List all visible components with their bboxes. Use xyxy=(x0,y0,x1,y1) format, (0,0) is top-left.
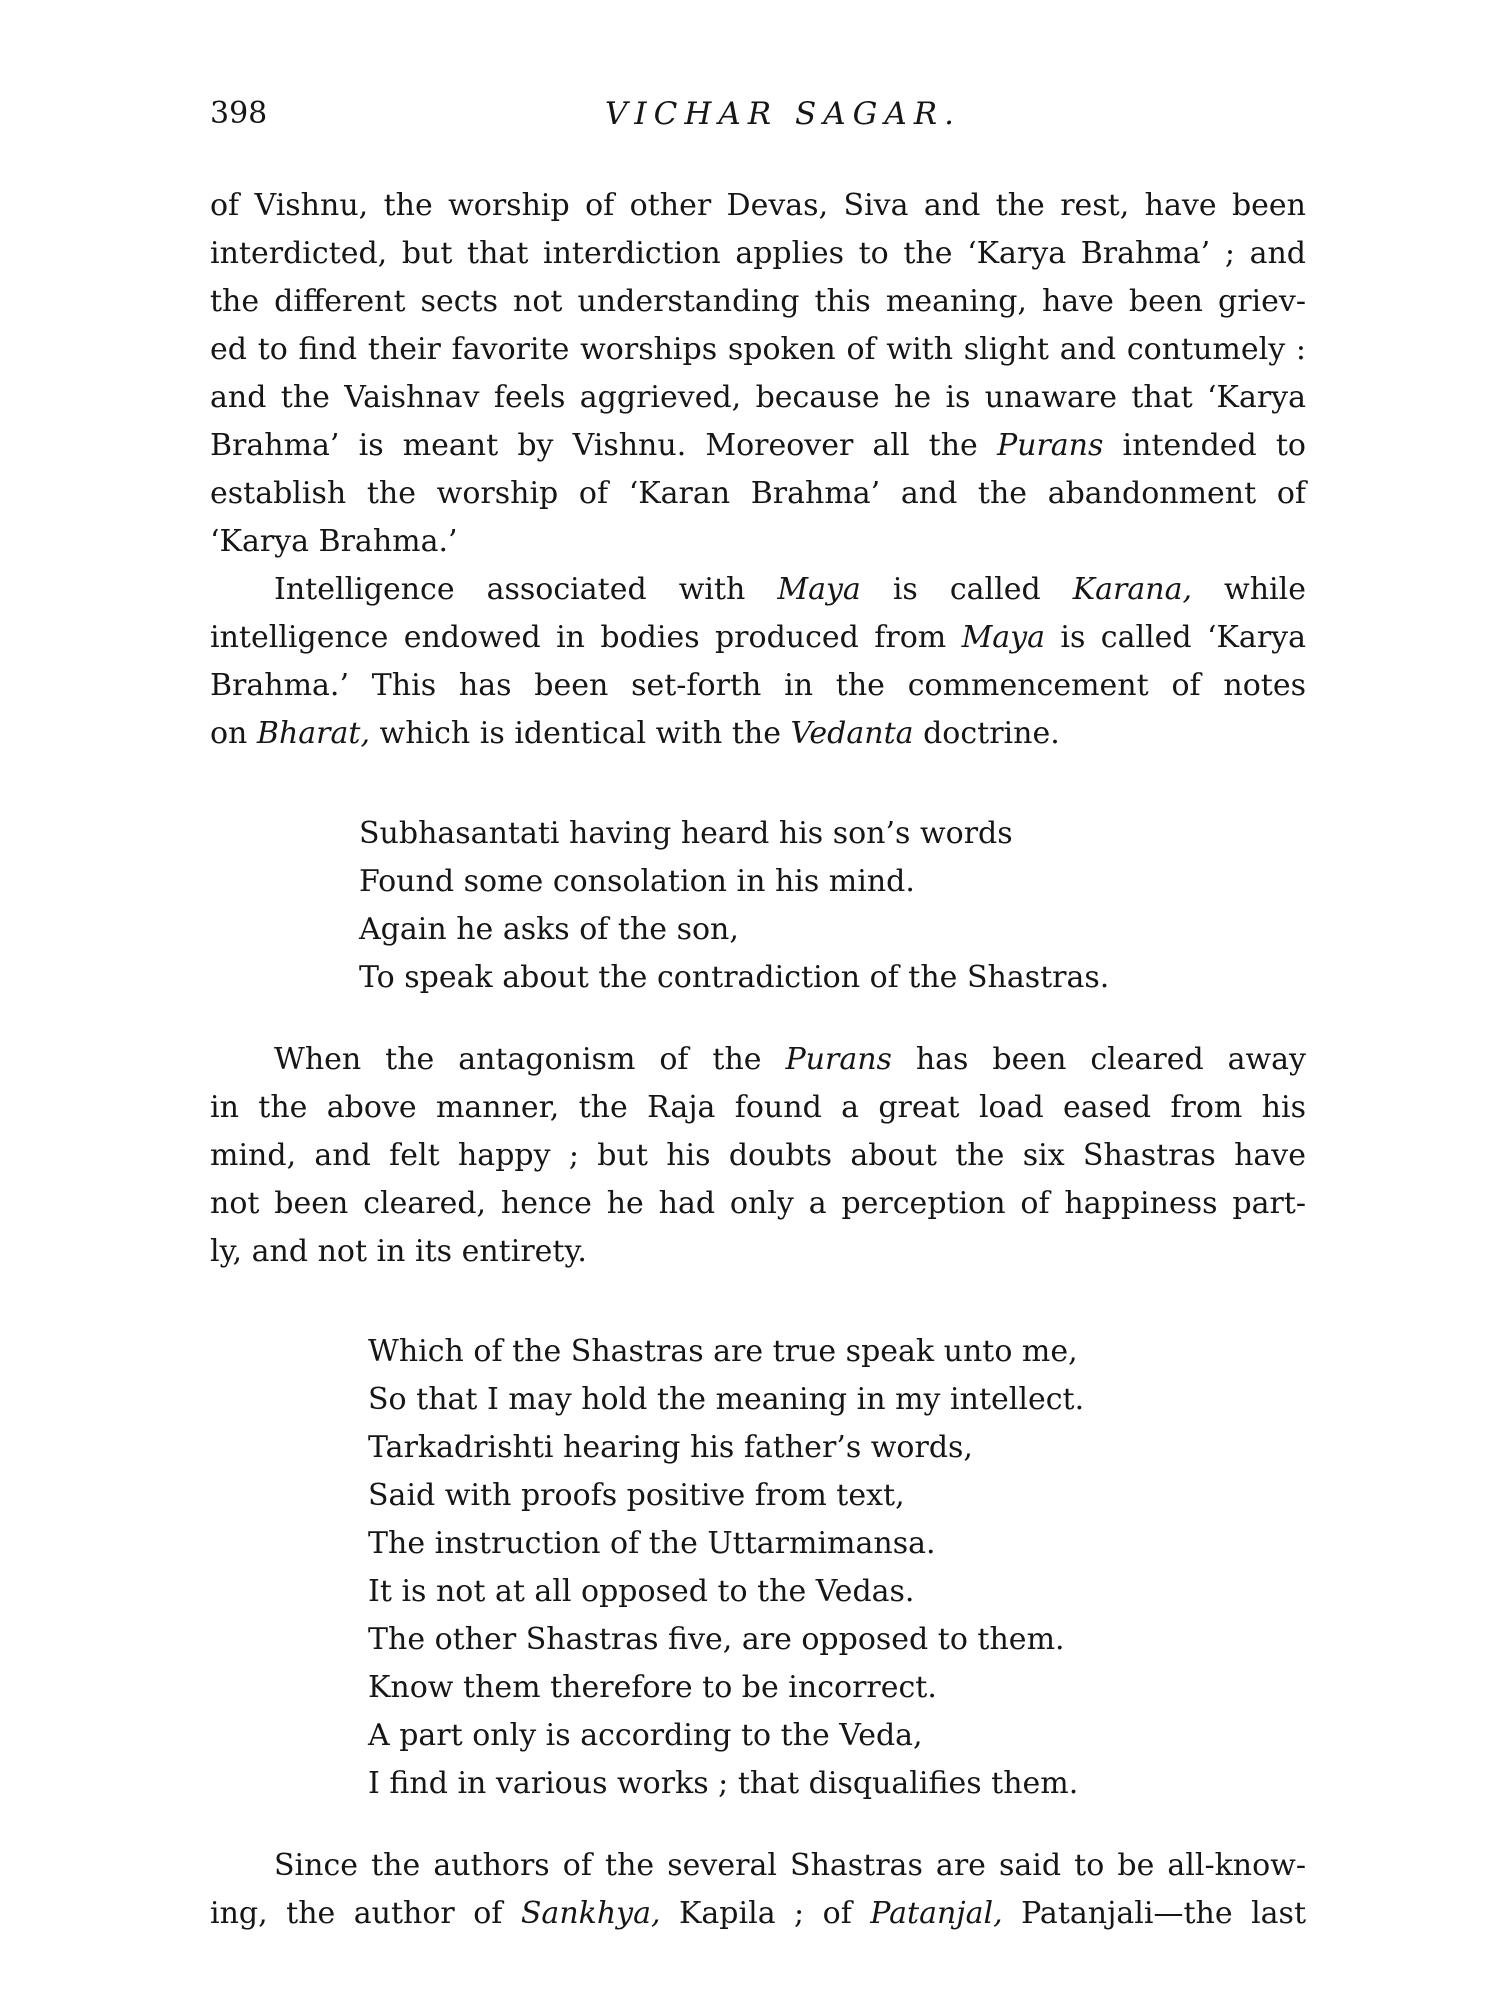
text-line: Brahma’ is meant by Vishnu. Moreover all the Purans intended to xyxy=(210,428,1306,463)
verse-line: Subhasantati having heard his son’s words xyxy=(359,816,1013,851)
text-line: intelligence endowed in bodies produced from Maya is called ‘Karya xyxy=(210,620,1306,655)
page-number: 398 xyxy=(210,96,268,131)
verse-line: The instruction of the Uttarmimansa. xyxy=(368,1526,936,1561)
verse-block xyxy=(210,1328,1306,1808)
paragraph-maya xyxy=(210,566,1306,758)
running-header xyxy=(210,96,1306,140)
text-line: on Bharat, which is identical with the Vedanta doctrine. xyxy=(210,716,1060,751)
verse-line: A part only is according to the Veda, xyxy=(368,1718,923,1753)
verse-line: Said with proofs positive from text, xyxy=(368,1478,905,1513)
text-line: ly, and not in its entirety. xyxy=(210,1234,587,1269)
verse-line: I find in various works ; that disqualifies them. xyxy=(368,1766,1079,1801)
text-line: ‘Karya Brahma.’ xyxy=(210,524,458,559)
page-body xyxy=(210,182,1306,1938)
text-line: Brahma.’ This has been set-forth in the commencement of notes xyxy=(210,668,1306,703)
verse-line: Which of the Shastras are true speak unto me, xyxy=(368,1334,1078,1369)
text-line: ing, the author of Sankhya, Kapila ; of Patanjal, Patanjali—the last xyxy=(210,1896,1306,1931)
text-line: mind, and felt happy ; but his doubts about the six Shastras have xyxy=(210,1138,1306,1173)
text-line: Since the authors of the several Shastras are said to be all-know- xyxy=(274,1848,1306,1883)
verse-line: Again he asks of the son, xyxy=(359,912,739,947)
paragraph-authors xyxy=(210,1842,1306,1938)
text-line: of Vishnu, the worship of other Devas, Siva and the rest, have been xyxy=(210,188,1306,223)
verse-line: Tarkadrishti hearing his father’s words, xyxy=(368,1430,973,1465)
verse-line: The other Shastras five, are opposed to them. xyxy=(368,1622,1065,1657)
text-line: and the Vaishnav feels aggrieved, because he is unaware that ‘Karya xyxy=(210,380,1306,415)
verse-line: So that I may hold the meaning in my intellect. xyxy=(368,1382,1085,1417)
text-line: establish the worship of ‘Karan Brahma’ and the abandonment of xyxy=(210,476,1306,511)
verse-block xyxy=(210,810,1306,1002)
text-line: When the antagonism of the Purans has been cleared away xyxy=(274,1042,1306,1077)
paragraph-antagonism xyxy=(210,1036,1306,1276)
verse-line: Found some consolation in his mind. xyxy=(359,864,915,899)
text-line: Intelligence associated with Maya is called Karana, while xyxy=(274,572,1306,607)
text-line: interdicted, but that interdiction applies to the ‘Karya Brahma’ ; and xyxy=(210,236,1306,271)
running-title: VICHAR SAGAR. xyxy=(605,96,961,132)
verse-line: To speak about the contradiction of the Shastras. xyxy=(359,960,1110,995)
text-line: not been cleared, hence he had only a perception of happiness part- xyxy=(210,1186,1306,1221)
text-line: in the above manner, the Raja found a great load eased from his xyxy=(210,1090,1306,1125)
verse-line: Know them therefore to be incorrect. xyxy=(368,1670,937,1705)
paragraph-continuation xyxy=(210,182,1306,566)
text-line: the different sects not understanding this meaning, have been griev- xyxy=(210,284,1306,319)
text-line: ed to find their favorite worships spoken of with slight and contumely : xyxy=(210,332,1306,367)
verse-line: It is not at all opposed to the Vedas. xyxy=(368,1574,915,1609)
